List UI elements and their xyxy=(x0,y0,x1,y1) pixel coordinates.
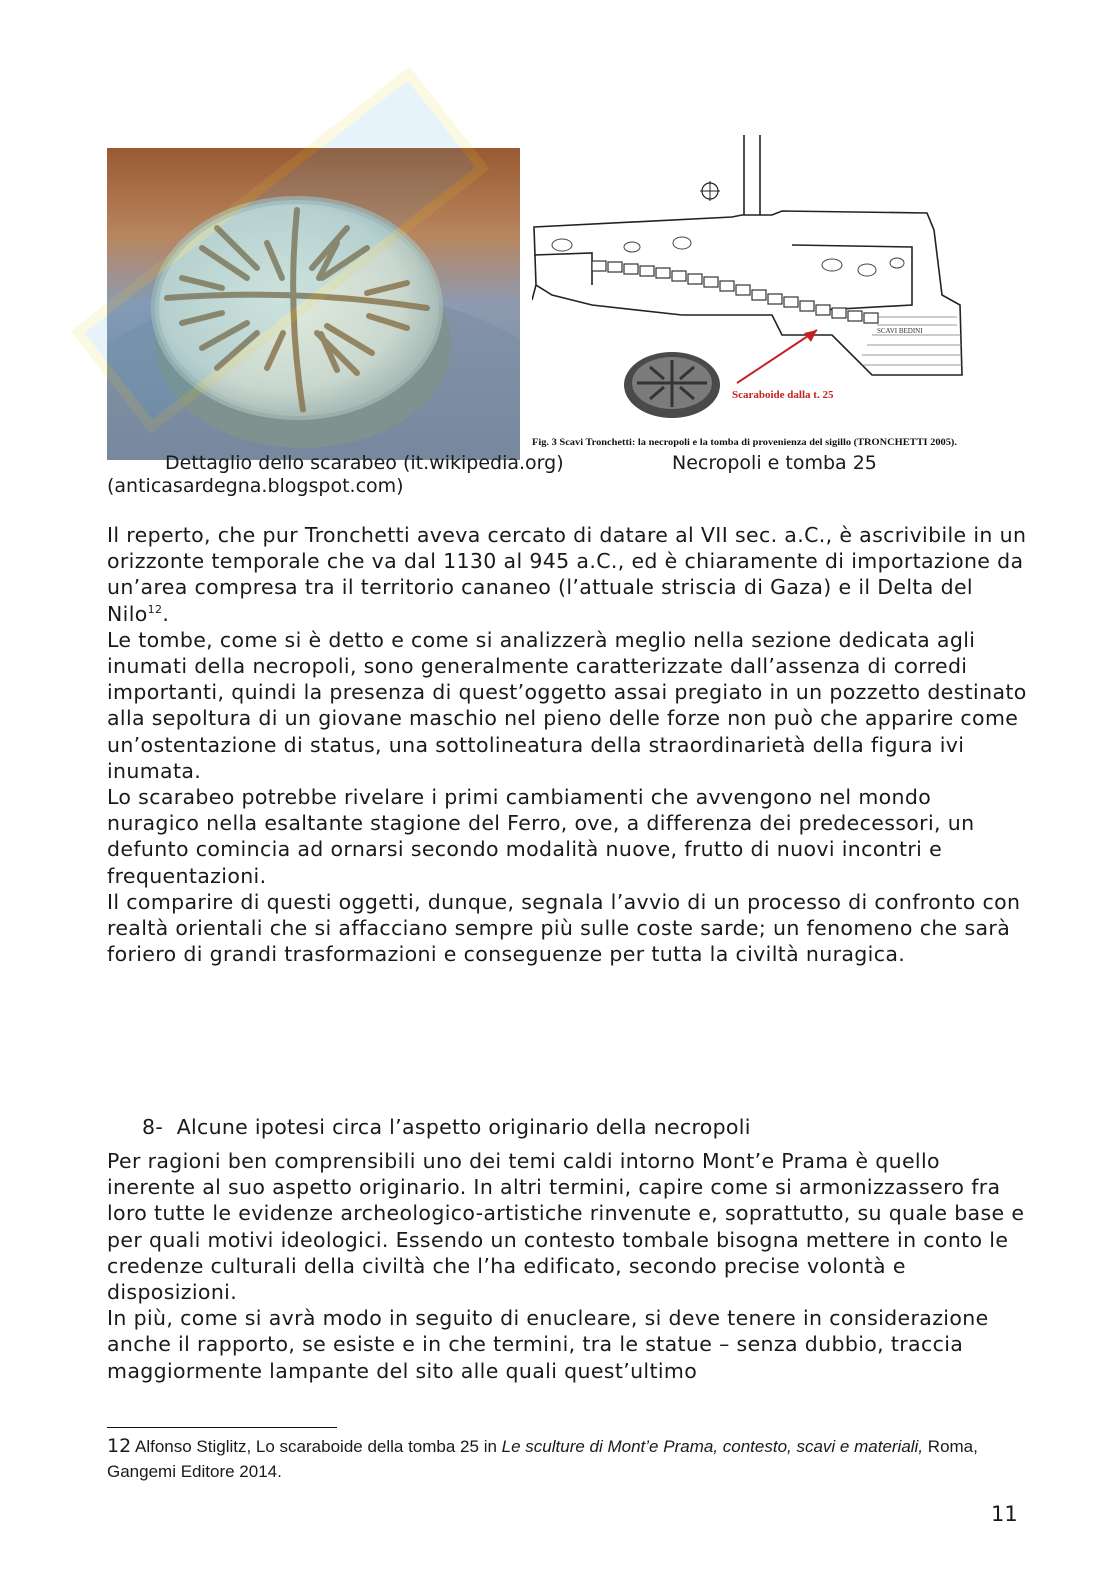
paragraph: Il reperto, che pur Tronchetti aveva cercato di datare al VII sec. a.C., è ascrivibile in un orizzonte temporale che va dal 1130 al 945 a.C., ed è chiaramente di importazione da un’area compresa tra il territorio cananeo (l’attuale striscia di Gaza) e il Delta del Nilo$^{12}$. xyxy=(107,523,1027,626)
footnote-number: 12 xyxy=(107,1435,132,1457)
section-heading xyxy=(142,1114,751,1140)
section-title: Alcune ipotesi circa l’aspetto originario della necropoli xyxy=(176,1115,751,1139)
paragraph: Lo scarabeo potrebbe rivelare i primi cambiamenti che avvengono nel mondo nuragico nella esaltante stagione del Ferro, ove, a differenza dei predecessori, un defunto comincia ad ornarsi secondo modalità nuove, frutto di nuovi incontri e frequentazioni. xyxy=(107,785,975,888)
page-number: 11 xyxy=(991,1502,1018,1526)
footnote-ref[interactable]: 12 xyxy=(147,602,163,616)
paragraph: Le tombe, come si è detto e come si analizzerà meglio nella sezione dedicata agli inumati della necropoli, sono generalmente caratterizzate dall’assenza di corredi importanti, quindi la presenza di quest’oggetto assai pregiato in un pozzetto destinato alla sepoltura di un giovane maschio nel pieno delle forze non può che apparire come un’ostentazione di status, una sottolineatura della straordinarietà della figura ivi inumata. xyxy=(107,627,1027,783)
map-inset-caption: Fig. 3 Scavi Tronchetti: la necropoli e la tomba di provenienza del sigillo (TRONCHETTI 2005). xyxy=(532,437,957,447)
section-number: 8- xyxy=(142,1115,164,1139)
paragraph: Il comparire di questi oggetti, dunque, segnala l’avvio di un processo di confronto con realtà orientali che si affacciano sempre più sulle coste sarde; un fenomeno che sarà foriero di grandi trasformazioni e conseguenze per tutta la civiltà nuragica. xyxy=(107,889,1021,967)
footnote: 12 Alfonso Stiglitz, Lo scaraboide della tomba 25 in Le sculture di Mont’e Prama, contesto, scavi e materiali, Roma, Gangemi Editore 2014. xyxy=(107,1435,978,1481)
scarab-caption: Dettaglio dello scarabeo (it.wikipedia.org) xyxy=(165,452,564,474)
map-area-label: SCAVI BEDINI xyxy=(877,327,923,335)
body-text-section-8 xyxy=(107,1148,1027,1384)
scarab-photo xyxy=(107,148,520,460)
footnote-rule xyxy=(107,1427,337,1428)
map-arrow-label: Scaraboide dalla t. 25 xyxy=(732,389,834,401)
scarab-caption-source: (anticasardegna.blogspot.com) xyxy=(107,475,404,497)
body-text-section-7 xyxy=(107,522,1027,967)
footnote-title: Le sculture di Mont’e Prama, contesto, scavi e materiali, xyxy=(501,1437,924,1456)
necropolis-map xyxy=(532,135,983,460)
paragraph: Per ragioni ben comprensibili uno dei temi caldi intorno Mont’e Prama è quello inerente al suo aspetto originario. In altri termini, capire come si armonizzassero fra loro tutte le evidenze archeologico-artistiche rinvenute e, soprattutto, su quale base e per quali motivi ideologici. Essendo un contesto tombale bisogna mettere in conto le credenze culturali della civiltà che l’ha edificato, secondo precise volontà e disposizioni. xyxy=(107,1149,1025,1305)
paragraph: In più, come si avrà modo in seguito di enucleare, si deve tenere in considerazione anche il rapporto, se esiste e in che termini, tra le statue – senza dubbio, traccia maggiormente lampante del sito alle quali quest’ultimo xyxy=(107,1306,989,1383)
necropolis-caption: Necropoli e tomba 25 xyxy=(672,452,877,474)
